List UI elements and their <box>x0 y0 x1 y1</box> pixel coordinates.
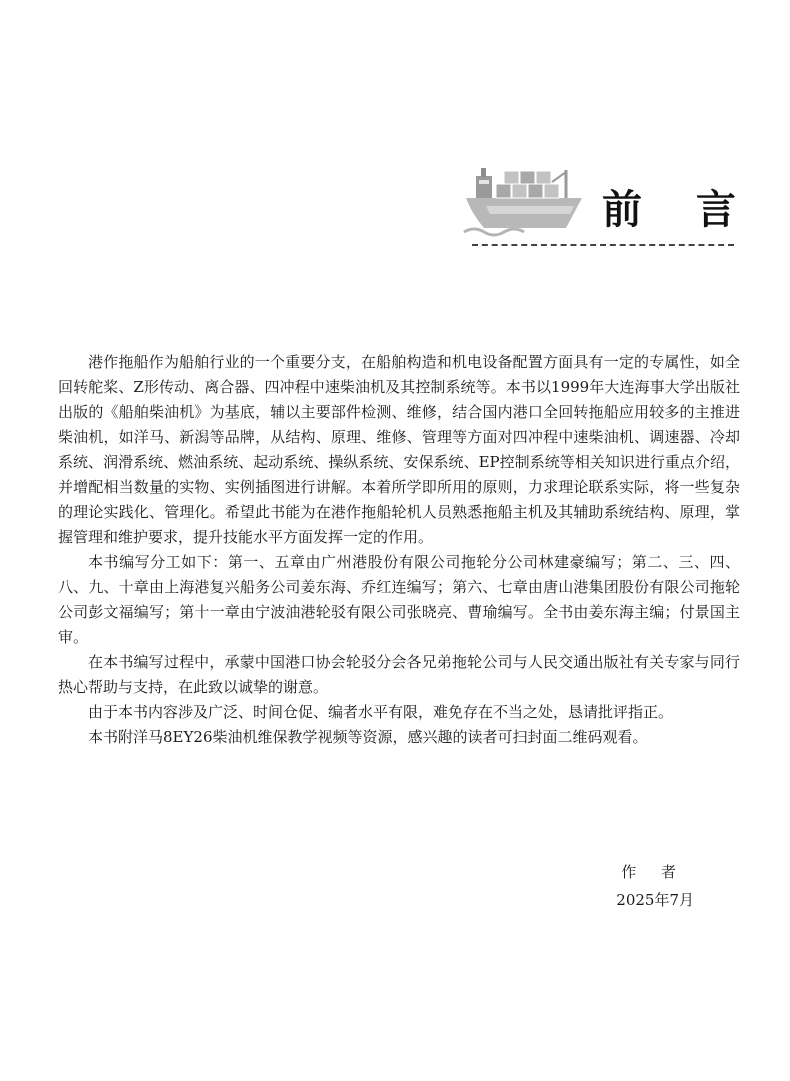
paragraph: 由于本书内容涉及广泛、时间仓促、编者水平有限，难免存在不当之处，恳请批评指正。 <box>88 703 674 721</box>
paragraph: 港作拖船作为船舶行业的一个重要分支，在船舶构造和机电设备配置方面具有一定的专属性，如全回转舵桨、Z形传动、离合器、四冲程中速柴油机及其控制系统等。本书以1999年大连海事大学出版社出版的《船舶柴油机》为基底，辅以主要部件检测、维修，结合国内港口全回转拖船应用较多的主推进柴油机，如洋马、新潟等品牌，从结构、原理、维修、管理等方面对四冲程中速柴油机、调速器、冷却系统、润滑系统、燃油系统、起动系统、操纵系统、安保系统、EP控制系统等相关知识进行重点介绍，并增配相当数量的实物、实例插图进行讲解。本着所学即所用的原则，力求理论联系实际，将一些复杂的理论实践化、管理化。希望此书能为在港作拖船轮机人员熟悉拖船主机及其辅助系统结构、原理，掌握管理和维护要求，提升技能水平方面发挥一定的作用。 <box>58 353 740 546</box>
paragraph: 在本书编写过程中，承蒙中国港口协会轮驳分会各兄弟拖轮公司与人民交通出版社有关专家与同行热心帮助与支持，在此致以诚挚的谢意。 <box>58 653 740 696</box>
preface-body <box>58 350 740 750</box>
cargo-ship-icon <box>462 162 592 240</box>
signature-block <box>616 858 694 914</box>
preface-header <box>462 162 756 252</box>
title-divider <box>472 244 734 246</box>
signature-author: 作 者 <box>621 863 686 881</box>
paragraph: 本书附洋马8EY26柴油机维保教学视频等资源，感兴趣的读者可扫封面二维码观看。 <box>88 728 648 746</box>
page-title: 前 言 <box>602 187 756 233</box>
paragraph: 本书编写分工如下：第一、五章由广州港股份有限公司拖轮分公司林建豪编写；第二、三、四、八、九、十章由上海港复兴船务公司姜东海、乔红连编写；第六、七章由唐山港集团股份有限公司拖轮公司彭文福编写；第十一章由宁波油港轮驳有限公司张晓亮、曹瑜编写。全书由姜东海主编；付景国主审。 <box>58 553 740 646</box>
signature-date: 2025年7月 <box>616 891 694 909</box>
